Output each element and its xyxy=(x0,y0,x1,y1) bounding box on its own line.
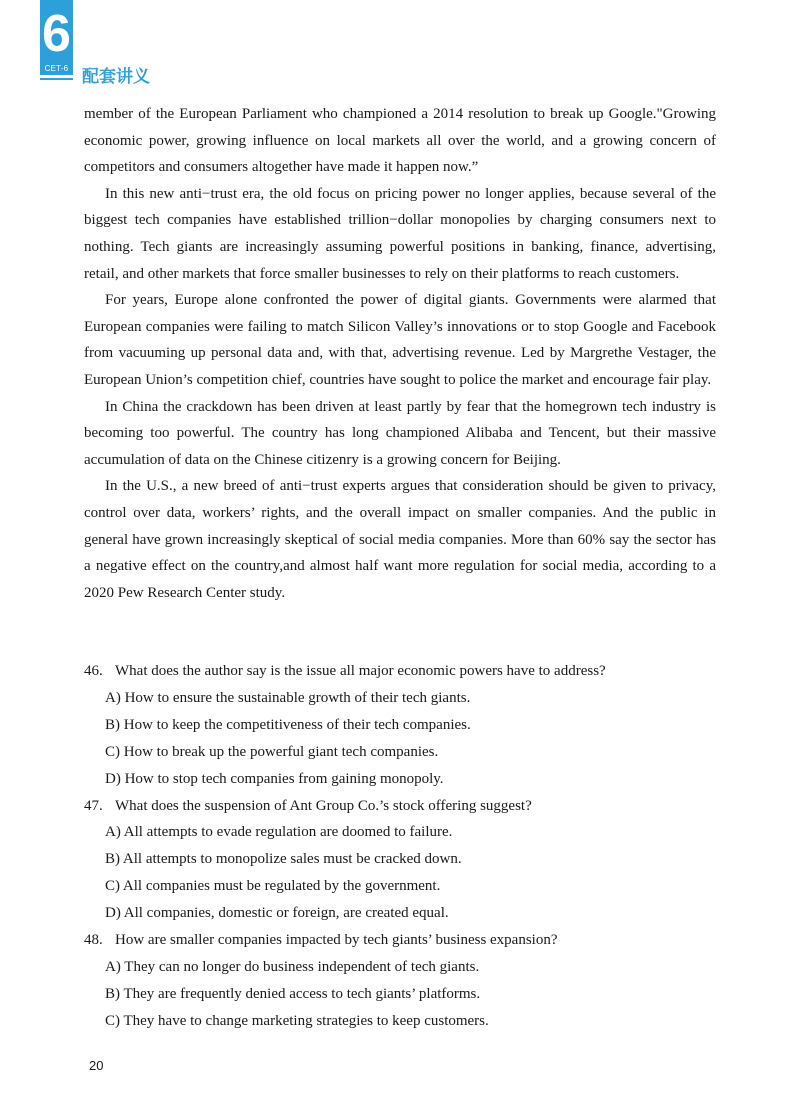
question-text: What does the suspension of Ant Group Co.’s stock offering suggest? xyxy=(115,797,532,814)
question-48 xyxy=(84,927,724,1035)
question-text: How are smaller companies impacted by tech giants’ business expansion? xyxy=(115,932,558,949)
answer-option: B) All attempts to monopolize sales must be cracked down. xyxy=(105,851,462,868)
answer-option: A) All attempts to evade regulation are doomed to failure. xyxy=(105,824,453,841)
question-text: What does the author say is the issue all major economic powers have to address? xyxy=(115,663,606,679)
question-number: 48. xyxy=(84,932,103,949)
question-list xyxy=(84,658,724,1035)
passage-paragraph: For years, Europe alone confronted the power of digital giants. Governments were alarmed that European companies were failing to match Silicon Valley’s innovations or to stop Google and Facebook from vacuuming up personal data and, with that, advertising revenue. Led by Margrethe Vestager, the European Union’s competition chief, countries have sought to police the market and encourage fair play. xyxy=(84,292,716,388)
header-rule xyxy=(40,78,73,80)
book-title: 配套讲义 xyxy=(82,67,150,87)
answer-option: B) How to keep the competitiveness of their tech companies. xyxy=(105,716,471,733)
passage-paragraph: member of the European Parliament who championed a 2014 resolution to break up Google."Growing economic power, growing influence on local markets all over the world, and a growing concern of competitors and consumers altogether have made it happen now.” xyxy=(84,106,716,176)
question-stem xyxy=(84,927,724,954)
reading-passage xyxy=(84,101,716,606)
question-stem xyxy=(84,793,724,820)
answer-option: B) They are frequently denied access to tech giants’ platforms. xyxy=(105,985,481,1002)
answer-option: C) They have to change marketing strategies to keep customers. xyxy=(105,1012,489,1029)
answer-option: A) They can no longer do business independent of tech giants. xyxy=(105,958,480,975)
answer-option: C) All companies must be regulated by the government. xyxy=(105,878,441,895)
passage-paragraph: In this new anti−trust era, the old focus on pricing power no longer applies, because several of the biggest tech companies have established trillion−dollar monopolies by charging consumers next to nothing. Tech giants are increasingly assuming powerful positions in banking, finance, advertising, retail, and other markets that force smaller businesses to rely on their platforms to reach customers. xyxy=(84,185,716,282)
answer-option: A) How to ensure the sustainable growth of their tech giants. xyxy=(105,689,471,706)
answer-option: D) How to stop tech companies from gaining monopoly. xyxy=(105,770,444,787)
chapter-badge xyxy=(40,0,73,75)
answer-option: D) All companies, domestic or foreign, are created equal. xyxy=(105,905,449,922)
exam-code: CET-6 xyxy=(44,64,69,73)
question-stem xyxy=(84,658,724,685)
passage-paragraph: In the U.S., a new breed of anti−trust experts argues that consideration should be given to privacy, control over data, workers’ rights, and the overall impact on smaller companies. And the public in general have grown increasingly skeptical of social media companies. More than 60% say the sector has a negative effect on the country,and almost half want more regulation for social media, according to a 2020 Pew Research Center study. xyxy=(84,478,716,601)
question-number: 46. xyxy=(84,663,103,679)
chapter-number: 6 xyxy=(42,5,71,63)
page-number: 20 xyxy=(89,1058,104,1073)
passage-paragraph: In China the crackdown has been driven at least partly by fear that the homegrown tech industry is becoming too powerful. The country has long championed Alibaba and Tencent, but their massive accumulation of data on the Chinese citizenry is a growing concern for Beijing. xyxy=(84,398,716,468)
question-46 xyxy=(84,658,724,793)
question-47 xyxy=(84,793,724,928)
answer-option: C) How to break up the powerful giant tech companies. xyxy=(105,743,439,760)
question-number: 47. xyxy=(84,797,103,814)
